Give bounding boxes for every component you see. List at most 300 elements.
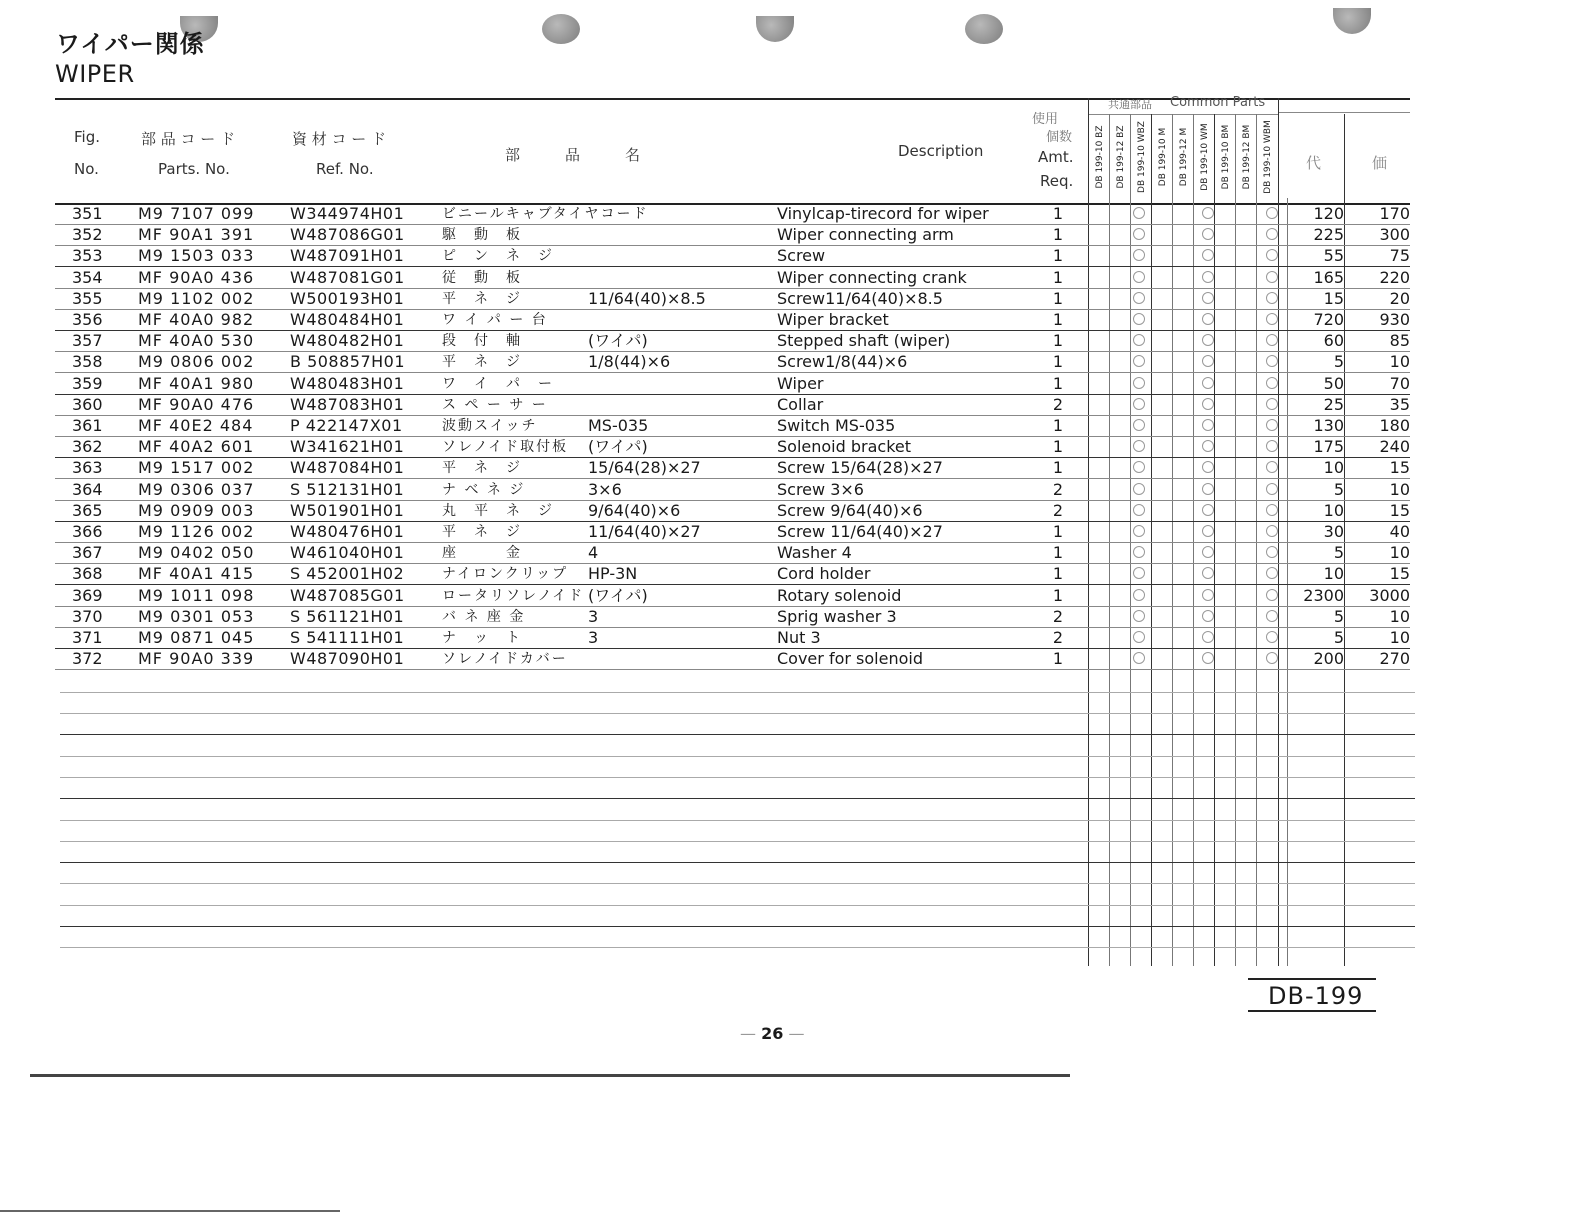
common-part-mark — [1266, 249, 1278, 261]
part-number: MF 40A2 601 — [138, 437, 255, 457]
common-part-mark — [1266, 228, 1278, 240]
fig-number: 365 — [72, 500, 103, 520]
amount-required: 1 — [1052, 331, 1064, 351]
part-number: MF 90A0 476 — [138, 394, 255, 414]
price-2: 10 — [1389, 352, 1410, 372]
model-header: DB 199-10 BZ — [1095, 125, 1105, 189]
price-1: 10 — [1323, 458, 1344, 478]
price-2: 10 — [1389, 543, 1410, 563]
part-name-jp: ワ イ パ ー 台 — [442, 312, 548, 328]
price-1: 55 — [1323, 246, 1344, 266]
part-number: M9 1126 002 — [138, 522, 255, 541]
amount-required: 1 — [1052, 458, 1064, 478]
amount-required: 1 — [1052, 649, 1064, 669]
amount-required: 2 — [1052, 479, 1064, 499]
part-name-jp: 波動スイッチ — [442, 418, 538, 434]
fig-number: 372 — [72, 649, 103, 669]
part-name-jp: 座 金 — [442, 545, 522, 562]
fig-number: 351 — [72, 204, 103, 223]
part-name-jp: ビニールキャブタイヤコード — [442, 206, 649, 222]
model-header: DB 199-12 M — [1179, 127, 1189, 187]
part-number: M9 0806 002 — [138, 352, 255, 372]
price-1: 30 — [1323, 522, 1344, 541]
common-part-mark — [1266, 271, 1278, 283]
amount-required: 2 — [1052, 394, 1064, 414]
common-part-mark — [1133, 567, 1145, 579]
description: Nut 3 — [777, 628, 821, 647]
common-part-mark — [1266, 355, 1278, 367]
page-title: WIPER — [55, 60, 135, 88]
ref-number: W461040H01 — [290, 543, 405, 563]
ref-number: W344974H01 — [290, 204, 405, 223]
part-spec: (ワイパ) — [588, 331, 648, 351]
ref-number: W480484H01 — [290, 310, 405, 329]
description: Cord holder — [777, 564, 871, 584]
ref-number: W480483H01 — [290, 373, 405, 393]
price-1: 5 — [1333, 628, 1344, 647]
empty-row-rule — [60, 841, 1415, 842]
table-row — [0, 204, 1585, 225]
empty-row-rule — [60, 756, 1415, 757]
common-part-mark — [1133, 313, 1145, 325]
fig-number: 370 — [72, 606, 103, 626]
table-row — [0, 416, 1585, 437]
price-1: 5 — [1333, 352, 1344, 372]
header-qty-amt: Amt. — [1038, 148, 1074, 166]
empty-row-rule — [60, 692, 1415, 693]
part-number: MF 40A1 415 — [138, 564, 255, 584]
description: Screw 9/64(40)×6 — [777, 500, 923, 520]
description: Screw 15/64(28)×27 — [777, 458, 943, 478]
fig-number: 368 — [72, 564, 103, 584]
ref-number: W501901H01 — [290, 500, 405, 520]
price-2: 10 — [1389, 628, 1410, 647]
header-parts-no: Parts. No. — [158, 160, 230, 178]
description: Screw 11/64(40)×27 — [777, 522, 943, 541]
amount-required: 1 — [1052, 267, 1064, 287]
description: Collar — [777, 394, 824, 414]
common-part-mark — [1202, 483, 1214, 495]
model-header: DB 199-10 WBZ — [1137, 121, 1147, 193]
common-part-mark — [1202, 398, 1214, 410]
ref-number: S 452001H02 — [290, 564, 405, 584]
common-part-mark — [1266, 440, 1278, 452]
common-part-mark — [1202, 631, 1214, 643]
table-row — [0, 289, 1585, 310]
binder-hole — [1333, 8, 1371, 34]
fig-number: 357 — [72, 331, 103, 351]
common-part-mark — [1266, 398, 1278, 410]
common-part-mark — [1133, 355, 1145, 367]
common-part-mark — [1202, 377, 1214, 389]
part-name-jp: 平 ネ ジ — [442, 290, 522, 307]
part-spec: MS-035 — [588, 416, 649, 435]
fig-number: 367 — [72, 543, 103, 563]
common-parts-rule — [1088, 114, 1278, 115]
fig-number: 366 — [72, 522, 103, 541]
fig-number: 354 — [72, 267, 103, 287]
common-part-mark — [1266, 461, 1278, 473]
header-qty-jp2: 個数 — [1046, 130, 1073, 145]
part-number: MF 40A0 982 — [138, 310, 255, 329]
part-number: M9 1517 002 — [138, 458, 255, 478]
price-2: 170 — [1379, 204, 1410, 223]
amount-required: 1 — [1052, 564, 1064, 584]
table-row — [0, 374, 1585, 395]
price-1: 175 — [1313, 437, 1344, 457]
description: Wiper bracket — [777, 310, 889, 329]
part-spec: 3 — [588, 628, 599, 647]
price-2: 220 — [1379, 267, 1410, 287]
table-row — [0, 607, 1585, 628]
part-number: MF 90A0 339 — [138, 649, 255, 669]
amount-required: 1 — [1052, 310, 1064, 329]
common-part-mark — [1133, 461, 1145, 473]
header-description: Description — [898, 142, 984, 160]
part-number: MF 40A0 530 — [138, 331, 255, 351]
price-2: 70 — [1389, 373, 1410, 393]
part-spec: 15/64(28)×27 — [588, 458, 701, 478]
common-part-mark — [1266, 419, 1278, 431]
page-number: 26 — [761, 1024, 784, 1043]
price-2: 270 — [1379, 649, 1410, 669]
header-price-2: 価 — [1372, 154, 1388, 172]
ref-number: W487086G01 — [290, 225, 405, 245]
common-part-mark — [1202, 249, 1214, 261]
part-number: M9 0871 045 — [138, 628, 255, 647]
price-1: 720 — [1313, 310, 1344, 329]
part-number: MF 90A0 436 — [138, 267, 255, 287]
common-part-mark — [1202, 461, 1214, 473]
price-2: 20 — [1389, 288, 1410, 308]
price-2: 300 — [1379, 225, 1410, 245]
ref-number: W487084H01 — [290, 458, 405, 478]
part-name-jp: 平 ネ ジ — [442, 354, 522, 371]
common-part-mark — [1202, 228, 1214, 240]
part-number: MF 40A1 980 — [138, 373, 255, 393]
price-1: 200 — [1313, 649, 1344, 669]
common-part-mark — [1266, 504, 1278, 516]
model-header: DB 199-12 BZ — [1116, 125, 1126, 189]
common-part-mark — [1133, 334, 1145, 346]
empty-row-rule — [60, 883, 1415, 884]
part-spec: HP-3N — [588, 564, 638, 584]
ref-number: W487091H01 — [290, 246, 405, 266]
common-part-mark — [1133, 610, 1145, 622]
description: Wiper connecting crank — [777, 267, 967, 287]
common-part-mark — [1266, 631, 1278, 643]
part-number: M9 0909 003 — [138, 500, 255, 520]
amount-required: 1 — [1052, 585, 1064, 605]
fig-number: 359 — [72, 373, 103, 393]
common-part-mark — [1266, 292, 1278, 304]
part-number: M9 1102 002 — [138, 288, 255, 308]
ref-number: W341621H01 — [290, 437, 405, 457]
part-spec: 3×6 — [588, 479, 622, 499]
common-part-mark — [1202, 589, 1214, 601]
description: Screw 3×6 — [777, 479, 864, 499]
price-1: 25 — [1323, 394, 1344, 414]
common-part-mark — [1266, 546, 1278, 558]
table-row — [0, 352, 1585, 373]
fig-number: 363 — [72, 458, 103, 478]
common-part-mark — [1202, 419, 1214, 431]
price-1: 10 — [1323, 500, 1344, 520]
part-name-jp: 平 ネ ジ — [442, 460, 522, 477]
binder-hole — [756, 16, 794, 42]
empty-row-rule — [60, 734, 1415, 735]
part-name-jp: 平 ネ ジ — [442, 524, 522, 540]
table-row — [0, 395, 1585, 416]
price-2: 75 — [1389, 246, 1410, 266]
price-2: 10 — [1389, 479, 1410, 499]
part-spec: (ワイパ) — [588, 585, 648, 605]
part-spec: 1/8(44)×6 — [588, 352, 671, 372]
part-name-jp: 従 動 板 — [442, 269, 522, 286]
part-number: M9 0402 050 — [138, 543, 255, 563]
common-part-mark — [1133, 228, 1145, 240]
common-part-mark — [1133, 292, 1145, 304]
ref-number: S 561121H01 — [290, 606, 405, 626]
common-part-mark — [1202, 546, 1214, 558]
amount-required: 1 — [1052, 373, 1064, 393]
description: Screw1/8(44)×6 — [777, 352, 908, 372]
model-header: DB 199-10 M — [1158, 127, 1168, 187]
ref-number: P 422147X01 — [290, 416, 403, 435]
amount-required: 1 — [1052, 225, 1064, 245]
document-id: DB-199 — [1268, 982, 1364, 1010]
price-2: 10 — [1389, 606, 1410, 626]
table-row — [0, 586, 1585, 607]
fig-number: 360 — [72, 394, 103, 414]
header-name-jp: 部 品 名 — [505, 146, 641, 164]
common-part-mark — [1266, 525, 1278, 537]
price-1: 5 — [1333, 606, 1344, 626]
ref-number: W487081G01 — [290, 267, 405, 287]
doc-id-bottom-rule — [1248, 1010, 1376, 1012]
empty-row-rule — [60, 862, 1415, 863]
common-part-mark — [1266, 589, 1278, 601]
price-1: 5 — [1333, 543, 1344, 563]
fig-number: 355 — [72, 288, 103, 308]
price-2: 3000 — [1369, 585, 1410, 605]
table-row — [0, 437, 1585, 458]
ref-number: W487085G01 — [290, 585, 405, 605]
empty-row-rule — [60, 713, 1415, 714]
common-part-mark — [1266, 207, 1278, 219]
table-row — [0, 225, 1585, 246]
table-row — [0, 564, 1585, 585]
common-part-mark — [1266, 334, 1278, 346]
common-part-mark — [1133, 398, 1145, 410]
common-part-mark — [1133, 589, 1145, 601]
price-2: 930 — [1379, 310, 1410, 329]
price-2: 240 — [1379, 437, 1410, 457]
common-part-mark — [1133, 546, 1145, 558]
price-1: 15 — [1323, 288, 1344, 308]
common-part-mark — [1266, 483, 1278, 495]
part-spec: 3 — [588, 606, 599, 626]
header-common-jp: 共通部品 — [1108, 98, 1152, 111]
part-spec: 4 — [588, 543, 599, 563]
header-ref-no: Ref. No. — [316, 160, 374, 178]
description: Screw — [777, 246, 826, 266]
common-part-mark — [1202, 207, 1214, 219]
header-ref-jp: 資 材 コ ー ド — [292, 130, 387, 148]
table-row — [0, 458, 1585, 479]
table-row — [0, 522, 1585, 543]
common-part-mark — [1202, 334, 1214, 346]
part-name-jp: ロータリソレノイド — [442, 587, 585, 604]
price-2: 40 — [1389, 522, 1410, 541]
price-2: 85 — [1389, 331, 1410, 351]
table-row — [0, 331, 1585, 352]
part-name-jp: バ ネ 座 金 — [442, 608, 526, 625]
common-part-mark — [1202, 504, 1214, 516]
part-name-jp: ナ ッ ト — [442, 630, 522, 646]
table-row — [0, 268, 1585, 289]
model-header: DB 199-10 WM — [1200, 123, 1210, 191]
common-part-mark — [1202, 313, 1214, 325]
model-header: DB 199-12 BM — [1242, 124, 1252, 190]
part-name-jp: ス ペ ー サ ー — [442, 396, 548, 413]
part-number: M9 7107 099 — [138, 204, 255, 223]
fig-number: 362 — [72, 437, 103, 457]
ref-number: S 512131H01 — [290, 479, 405, 499]
common-part-mark — [1133, 271, 1145, 283]
part-number: MF 40E2 484 — [138, 416, 254, 435]
common-part-mark — [1202, 271, 1214, 283]
common-part-mark — [1202, 440, 1214, 452]
doc-id-top-rule — [1248, 978, 1376, 980]
common-part-mark — [1133, 440, 1145, 452]
common-part-mark — [1266, 313, 1278, 325]
header-qty-req: Req. — [1040, 172, 1074, 190]
price-1: 50 — [1323, 373, 1344, 393]
description: Cover for solenoid — [777, 649, 923, 669]
common-part-mark — [1202, 610, 1214, 622]
amount-required: 1 — [1052, 416, 1064, 435]
price-1: 165 — [1313, 267, 1344, 287]
ref-number: W487090H01 — [290, 649, 405, 669]
common-part-mark — [1266, 610, 1278, 622]
page-bottom-edge — [30, 1074, 1070, 1077]
header-price-1: 代 — [1306, 154, 1322, 172]
ref-number: W500193H01 — [290, 288, 405, 308]
price-1: 10 — [1323, 564, 1344, 584]
common-part-mark — [1133, 652, 1145, 664]
amount-required: 2 — [1052, 606, 1064, 626]
table-row — [0, 501, 1585, 522]
header-qty-jp1: 使用 — [1032, 112, 1059, 127]
price-1: 225 — [1313, 225, 1344, 245]
scan-edge — [0, 1210, 340, 1212]
header-common-en: Common Parts — [1170, 95, 1266, 110]
fig-number: 371 — [72, 628, 103, 647]
price-1: 2300 — [1303, 585, 1344, 605]
price-1: 120 — [1313, 204, 1344, 223]
part-name-jp: 丸 平 ネ ジ — [442, 502, 554, 519]
part-name-jp: ナイロンクリップ — [442, 566, 569, 583]
description: Rotary solenoid — [777, 585, 902, 605]
ref-number: B 508857H01 — [290, 352, 406, 372]
part-spec: 11/64(40)×27 — [588, 522, 701, 541]
price-2: 15 — [1389, 500, 1410, 520]
price-1: 5 — [1333, 479, 1344, 499]
common-part-mark — [1133, 419, 1145, 431]
part-number: M9 0301 053 — [138, 606, 255, 626]
price-rule — [1278, 112, 1410, 113]
ref-number: S 541111H01 — [290, 628, 405, 647]
amount-required: 2 — [1052, 500, 1064, 520]
amount-required: 1 — [1052, 246, 1064, 266]
common-part-mark — [1202, 355, 1214, 367]
fig-number: 369 — [72, 585, 103, 605]
description: Stepped shaft (wiper) — [777, 331, 951, 351]
empty-row-rule — [60, 777, 1415, 778]
common-part-mark — [1133, 207, 1145, 219]
ref-number: W487083H01 — [290, 394, 405, 414]
page-number-wrap: — 26 — — [740, 1024, 805, 1043]
description: Screw11/64(40)×8.5 — [777, 288, 943, 308]
description: Sprig washer 3 — [777, 606, 897, 626]
row-rule — [55, 669, 1410, 670]
part-name-jp: 段 付 軸 — [442, 333, 522, 350]
table-row — [0, 628, 1585, 649]
price-2: 15 — [1389, 564, 1410, 584]
empty-row-rule — [60, 905, 1415, 906]
common-part-mark — [1266, 567, 1278, 579]
fig-number: 353 — [72, 246, 103, 266]
amount-required: 1 — [1052, 543, 1064, 563]
common-part-mark — [1202, 652, 1214, 664]
header-fig: Fig. — [74, 128, 100, 146]
description: Switch MS-035 — [777, 416, 896, 435]
part-name-jp: 駆 動 板 — [442, 227, 522, 244]
price-2: 35 — [1389, 394, 1410, 414]
binder-hole — [542, 14, 580, 44]
part-number: MF 90A1 391 — [138, 225, 255, 245]
header-fig-no: No. — [74, 160, 99, 178]
amount-required: 1 — [1052, 522, 1064, 541]
part-name-jp: ナ ベ ネ ジ — [442, 481, 526, 498]
common-part-mark — [1133, 525, 1145, 537]
common-part-mark — [1133, 504, 1145, 516]
fig-number: 352 — [72, 225, 103, 245]
common-part-mark — [1133, 483, 1145, 495]
part-spec: (ワイパ) — [588, 437, 648, 457]
part-name-jp: ソレノイド取付板 — [442, 439, 569, 456]
description: Washer 4 — [777, 543, 852, 563]
common-part-mark — [1266, 652, 1278, 664]
part-number: M9 1011 098 — [138, 585, 255, 605]
model-header: DB 199-10 WBM — [1263, 120, 1273, 194]
binder-hole — [965, 14, 1003, 44]
description: Solenoid bracket — [777, 437, 911, 457]
part-number: M9 1503 033 — [138, 246, 255, 266]
table-row — [0, 310, 1585, 331]
description: Wiper connecting arm — [777, 225, 954, 245]
amount-required: 1 — [1052, 352, 1064, 372]
fig-number: 361 — [72, 416, 103, 435]
page-title-jp: ワイパー関係 — [56, 30, 205, 58]
fig-number: 358 — [72, 352, 103, 372]
amount-required: 1 — [1052, 288, 1064, 308]
table-row — [0, 480, 1585, 501]
description: Wiper — [777, 373, 824, 393]
part-spec: 11/64(40)×8.5 — [588, 288, 706, 308]
fig-number: 356 — [72, 310, 103, 329]
